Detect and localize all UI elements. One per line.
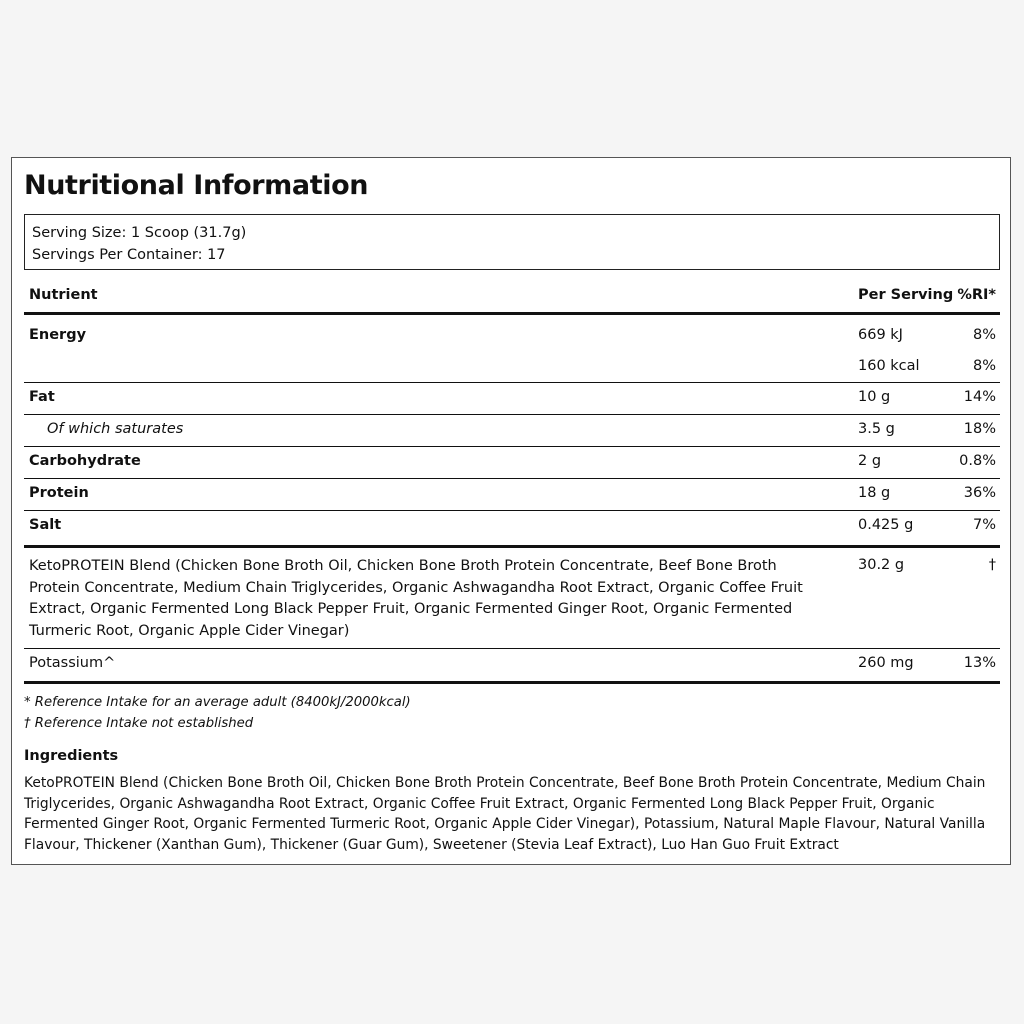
servings-per-container: Servings Per Container: 17 [32, 247, 226, 263]
nutrient-name: Protein [29, 485, 89, 501]
nutrition-table [24, 282, 1000, 684]
header-ri: %RI* [957, 287, 996, 303]
per-serving-value: 2 g [858, 453, 882, 469]
ingredients-title: Ingredients [24, 748, 119, 764]
ri-value: 18% [963, 421, 996, 437]
serving-size: Serving Size: 1 Scoop (31.7g) [32, 225, 247, 241]
per-serving-value: 3.5 g [858, 421, 895, 437]
per-serving-value: 18 g [858, 485, 891, 501]
nutrient-name: Salt [29, 517, 62, 533]
ri-value: 13% [963, 655, 996, 671]
table-header [24, 282, 1000, 315]
footnote-not-established: † Reference Intake not established [24, 716, 254, 731]
table-row-potassium [24, 649, 1000, 684]
per-serving-value: 669 kJ [858, 327, 903, 343]
nutrition-panel [11, 157, 1011, 865]
ri-value: 8% [972, 358, 996, 374]
table-row-fat [24, 383, 1000, 415]
ri-value: † [988, 557, 996, 573]
table-row-carbohydrate [24, 447, 1000, 479]
nutrient-name: Of which saturates [47, 421, 184, 437]
footnote-ri: * Reference Intake for an average adult (8400kJ/2000kcal) [24, 695, 411, 710]
per-serving-value: 260 mg [858, 655, 914, 671]
serving-info-box [24, 214, 1000, 270]
ri-value: 7% [972, 517, 996, 533]
per-serving-value: 30.2 g [858, 557, 905, 573]
table-row-protein [24, 479, 1000, 511]
ingredients-text: KetoPROTEIN Blend (Chicken Bone Broth Oil, Chicken Bone Broth Protein Concentrate, Beef Bone Broth Protein Concentrate, Medium Chain Triglycerides, Organic Ashwagandha Root Extract, Organic Coffee Fruit Extract, Organic Fermented Long Black Pepper Fruit, Organic Fermented Ginger Root, Organic Fermented Turmeric Root, Organic Apple Cider Vinegar), Potassium, Natural Maple Flavour, Natural Vanilla Flavour, Thickener (Xanthan Gum), Thickener (Guar Gum), Sweetener (Stevia Leaf Extract), Luo Han Guo Fruit Extract [24, 775, 986, 853]
footnotes [24, 692, 411, 734]
table-row-blend [24, 548, 1000, 649]
nutrient-name: Fat [29, 389, 55, 405]
header-per-serving: Per Serving [858, 287, 954, 303]
nutrient-name: Carbohydrate [29, 453, 141, 469]
ri-value: 36% [963, 485, 996, 501]
nutrient-name: Energy [29, 327, 87, 343]
per-serving-value: 0.425 g [858, 517, 914, 533]
table-row-salt [24, 511, 1000, 548]
ri-value: 8% [972, 327, 996, 343]
table-row-saturates [24, 415, 1000, 447]
panel-title: Nutritional Information [24, 170, 369, 201]
per-serving-value: 10 g [858, 389, 891, 405]
ri-value: 0.8% [959, 453, 996, 469]
table-row-energy [24, 315, 1000, 383]
per-serving-value: 160 kcal [858, 358, 920, 374]
nutrient-name: KetoPROTEIN Blend (Chicken Bone Broth Oil, Chicken Bone Broth Protein Concentrate, Beef Bone Broth Protein Concentrate, Medium Chain Triglycerides, Organic Ashwagandha Root Extract, Organic Coffee Fruit Extract, Organic Fermented Long Black Pepper Fruit, Organic Fermented Ginger Root, Organic Fermented Turmeric Root, Organic Apple Cider Vinegar) [29, 558, 803, 639]
header-nutrient: Nutrient [29, 287, 98, 303]
nutrient-name: Potassium^ [29, 655, 116, 671]
ri-value: 14% [963, 389, 996, 405]
